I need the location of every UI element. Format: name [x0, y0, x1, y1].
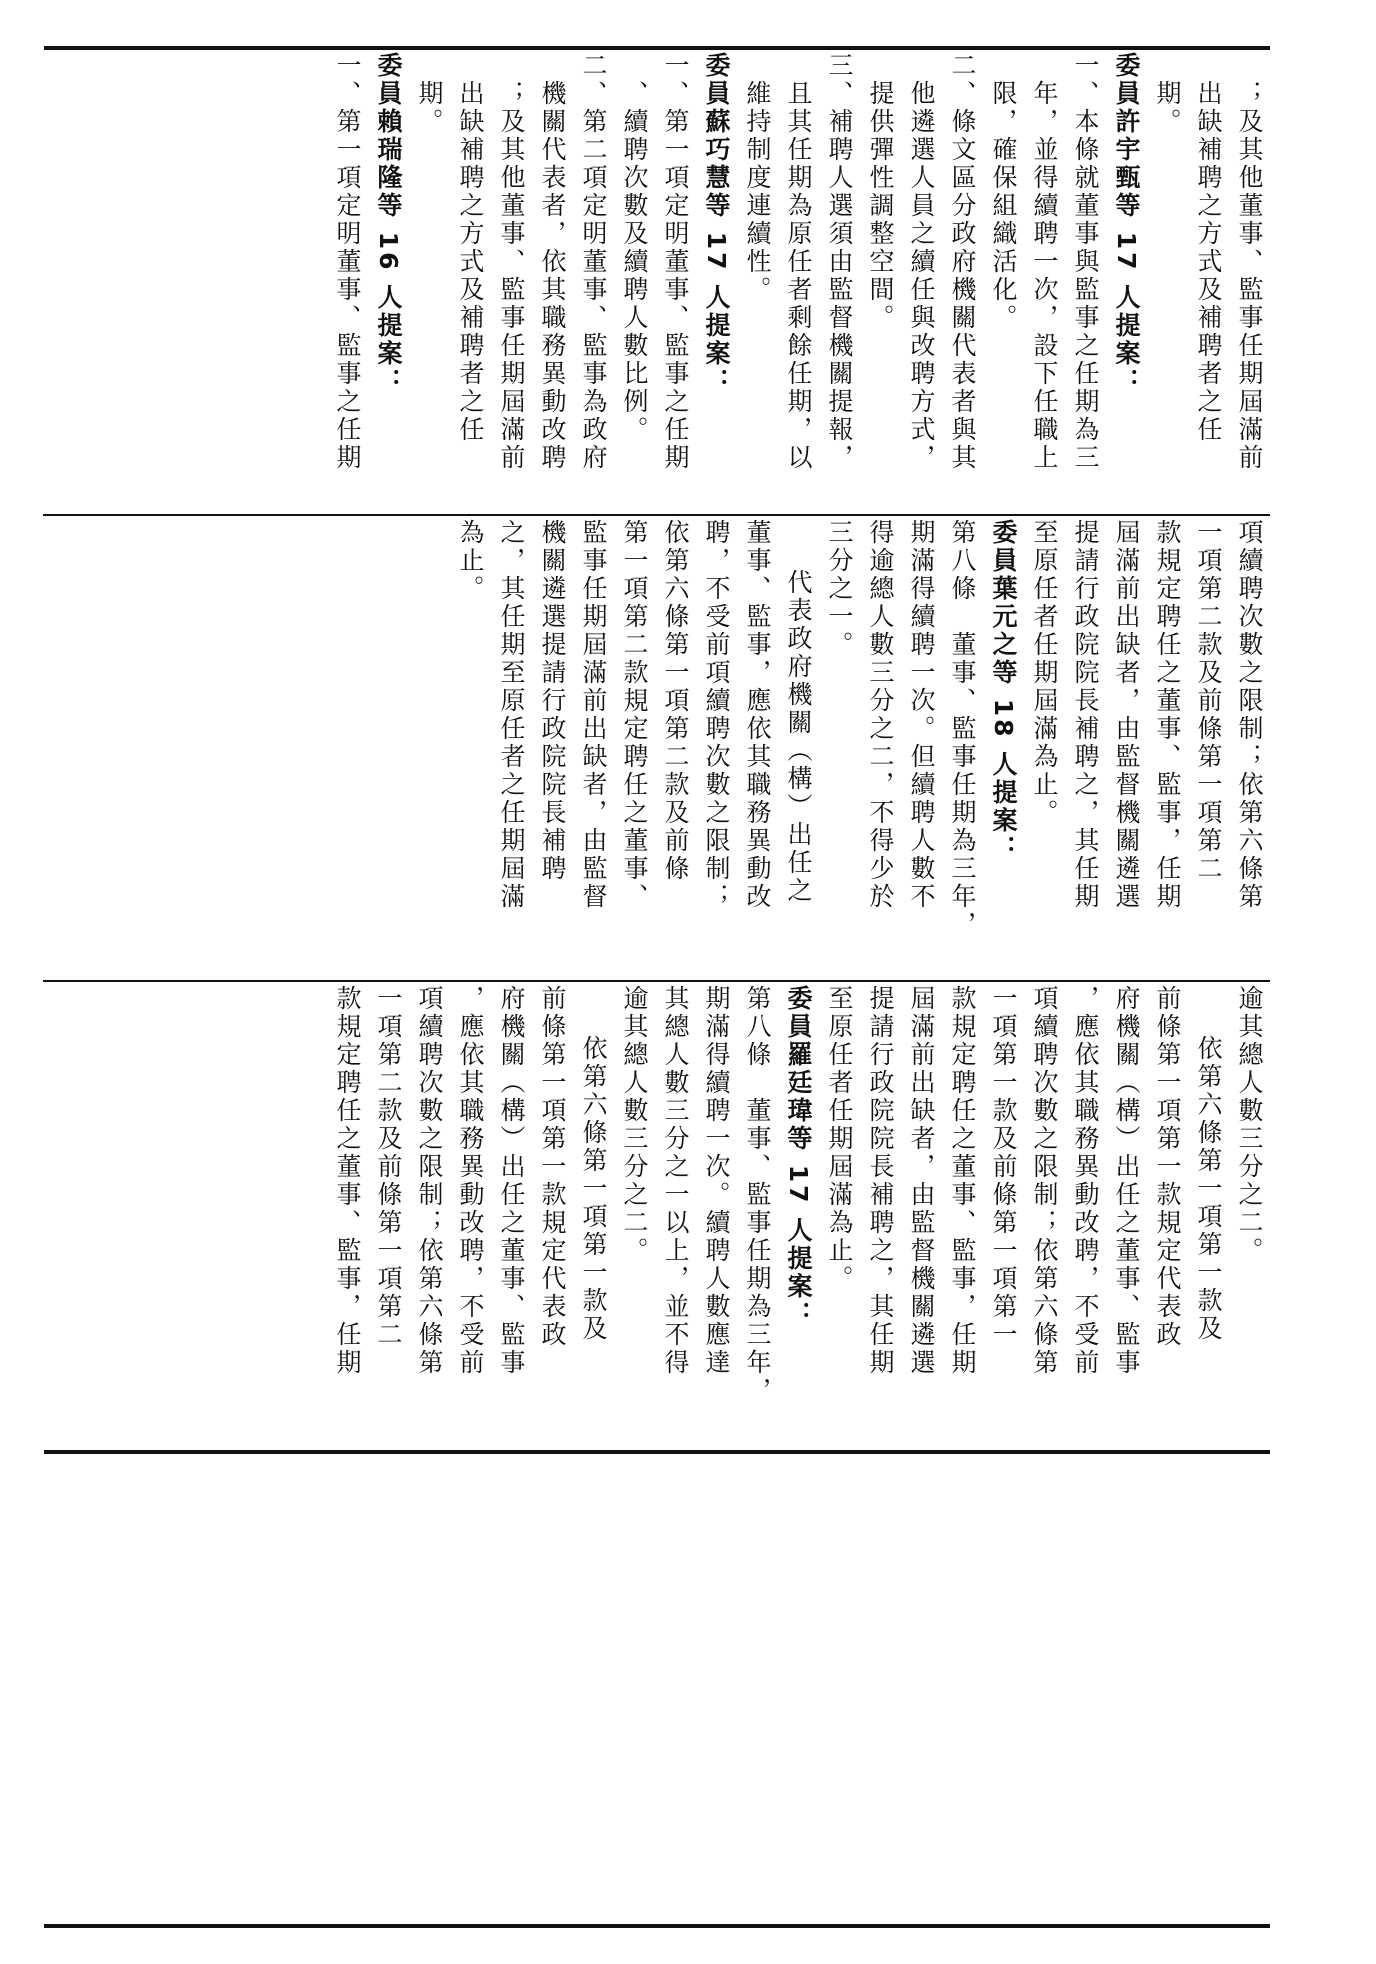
text-line: 提請行政院院長補聘之，其任期 — [1071, 519, 1100, 911]
text-line: 屆滿前出缺者，由監督機關遴選 — [907, 985, 936, 1377]
text-line: 機關代表者，依其職務異動改聘 — [538, 80, 567, 472]
text-line: 限，確保組織活化。 — [989, 80, 1018, 332]
text-line: 監事任期屆滿前出缺者，由監督 — [579, 519, 608, 911]
text-line: 二、第二項定明董事、監事為政府 — [579, 52, 608, 472]
text-line: 款規定聘任之董事、監事，任期 — [333, 985, 362, 1377]
text-line: 一、第一項定明董事、監事之任期 — [661, 52, 690, 472]
text-line: 第八條 董事、監事任期為三年， — [948, 519, 977, 939]
text-line: 府機關（構）出任之董事、監事 — [497, 985, 526, 1377]
text-line: 依第六條第一項第二款及前條 — [661, 519, 690, 883]
text-line: 期。 — [1153, 80, 1182, 136]
text-line: 逾其總人數三分之二。 — [1235, 985, 1264, 1265]
text-line: 府機關（構）出任之董事、監事 — [1112, 985, 1141, 1377]
text-line: 董事、監事，應依其職務異動改 — [743, 519, 772, 911]
text-line: 前條第一項第一款規定代表政 — [538, 985, 567, 1349]
text-line: 第一項第二款規定聘任之董事、 — [620, 519, 649, 911]
proposal-heading: 委員賴瑞隆等 16 人提案： — [374, 52, 403, 397]
text-panel-middle — [106, 519, 1270, 977]
text-line: 聘，不受前項續聘次數之限制； — [702, 519, 731, 911]
text-line: 前條第一項第一款規定代表政 — [1153, 985, 1182, 1349]
text-line: 提請行政院院長補聘之，其任期 — [866, 985, 895, 1377]
text-line: 提供彈性調整空間。 — [866, 80, 895, 332]
text-line: 一、本條就董事與監事之任期為三 — [1071, 52, 1100, 472]
text-line: 得逾總人數三分之二，不得少於 — [866, 519, 895, 911]
text-line: 他遴選人員之續任與改聘方式， — [907, 80, 936, 472]
text-panel-right — [106, 52, 1270, 512]
text-line: 一項第二款及前條第一項第二 — [1194, 519, 1223, 883]
proposal-heading: 委員蘇巧慧等 17 人提案： — [702, 52, 731, 397]
text-line: 款規定聘任之董事、監事，任期 — [1153, 519, 1182, 911]
text-line: 三分之一。 — [825, 519, 854, 659]
text-line: 之，其任期至原任者之任期屆滿 — [497, 519, 526, 911]
text-line: 代表政府機關（構）出任之 — [784, 569, 813, 905]
proposal-heading: 委員葉元之等 18 人提案： — [989, 519, 1018, 864]
text-line: 項續聘次數之限制；依第六條第 — [1030, 985, 1059, 1377]
text-line: 逾其總人數三分之二。 — [620, 985, 649, 1265]
panel-divider — [43, 514, 1270, 516]
text-panel-left — [106, 985, 1270, 1447]
text-line: 第八條 董事、監事任期為三年， — [743, 985, 772, 1405]
text-line: 為止。 — [456, 519, 485, 603]
text-line: 屆滿前出缺者，由監督機關遴選 — [1112, 519, 1141, 911]
proposal-heading: 委員羅廷瑋等 17 人提案： — [784, 985, 813, 1330]
proposal-heading: 委員許宇甄等 17 人提案： — [1112, 52, 1141, 397]
text-line: ，應依其職務異動改聘，不受前 — [1071, 985, 1100, 1377]
text-line: 維持制度連續性。 — [743, 80, 772, 304]
text-line: 年，並得續聘一次，設下任職上 — [1030, 80, 1059, 472]
text-line: 、續聘次數及續聘人數比例。 — [620, 80, 649, 444]
text-line: 款規定聘任之董事、監事，任期 — [948, 985, 977, 1377]
text-line: 依第六條第一項第一款及 — [1194, 1035, 1223, 1343]
text-line: 期滿得續聘一次。但續聘人數不 — [907, 519, 936, 911]
text-line: 期滿得續聘一次。續聘人數應達 — [702, 985, 731, 1377]
footer-rule — [44, 1924, 1270, 1928]
text-line: 一項第一款及前條第一項第一 — [989, 985, 1018, 1349]
text-line: 一、第一項定明董事、監事之任期 — [333, 52, 362, 472]
text-line: 依第六條第一項第一款及 — [579, 1035, 608, 1343]
text-line: 期。 — [415, 80, 444, 136]
text-line: 且其任期為原任者剩餘任期，以 — [784, 80, 813, 472]
panel-lines — [450, 519, 1270, 977]
panel-divider — [43, 980, 1270, 982]
text-line: 項續聘次數之限制；依第六條第 — [1235, 519, 1264, 911]
text-line: 出缺補聘之方式及補聘者之任 — [456, 80, 485, 444]
text-line: ，應依其職務異動改聘，不受前 — [456, 985, 485, 1377]
text-line: 二、條文區分政府機關代表者與其 — [948, 52, 977, 472]
text-line: 至原任者任期屆滿為止。 — [825, 985, 854, 1293]
text-line: 機關遴選提請行政院院長補聘 — [538, 519, 567, 883]
top-rule — [44, 46, 1270, 50]
text-line: 一項第二款及前條第一項第二 — [374, 985, 403, 1349]
text-line: 至原任者任期屆滿為止。 — [1030, 519, 1059, 827]
text-line: ；及其他董事、監事任期屆滿前 — [497, 80, 526, 472]
text-line: 項續聘次數之限制；依第六條第 — [415, 985, 444, 1377]
panel-lines — [327, 985, 1270, 1447]
panel-lines — [327, 52, 1270, 512]
text-line: 三、補聘人選須由監督機關提報， — [825, 52, 854, 472]
text-line: ；及其他董事、監事任期屆滿前 — [1235, 80, 1264, 472]
bottom-rule — [44, 1450, 1270, 1454]
text-line: 其總人數三分之一以上，並不得 — [661, 985, 690, 1377]
text-line: 出缺補聘之方式及補聘者之任 — [1194, 80, 1223, 444]
